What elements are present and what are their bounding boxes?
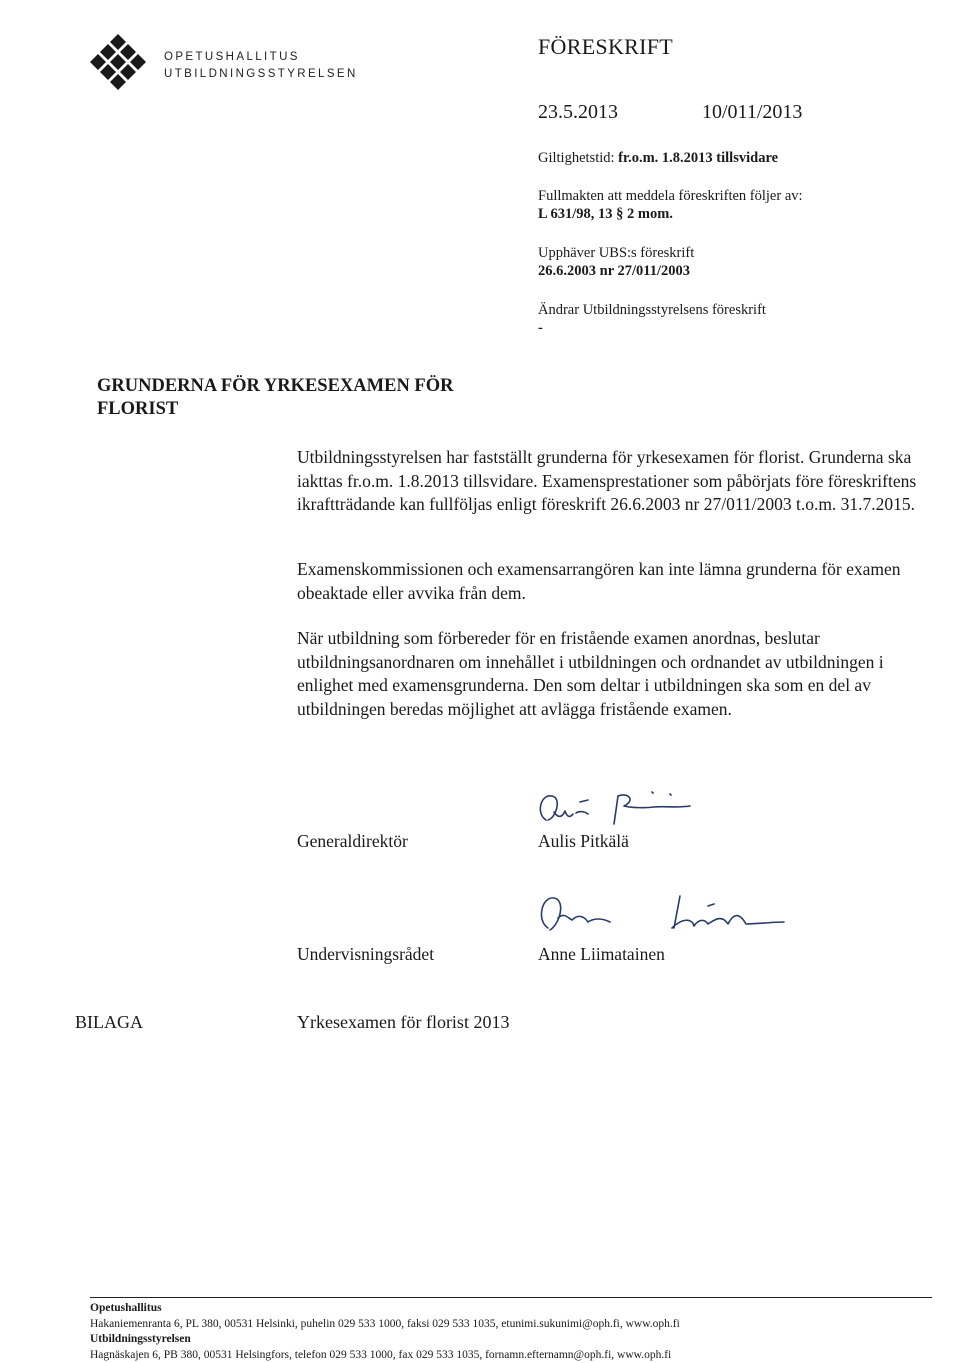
- paragraph-text: När utbildning som förbereder för en fristående examen anordnas, beslutar utbildningsanordnaren om innehållet i utbildningen och ordnandet av utbildningen i enlighet med examensgrunderna. Den som deltar i utbildningen ska som en del av utbildningen beredas möjlighet att avlägga fristående examen.: [297, 628, 884, 719]
- page-title: [97, 375, 537, 421]
- body-paragraph-2: [297, 558, 927, 605]
- org-name: [164, 49, 358, 83]
- authority-value: L 631/98, 13 § 2 mom.: [538, 206, 673, 222]
- doc-date: 23.5.2013: [538, 101, 618, 123]
- signature-2-role: Undervisningsrådet: [297, 944, 435, 964]
- footer-divider: [90, 1297, 932, 1298]
- footer: [90, 1301, 680, 1363]
- signature-2-icon: [532, 888, 792, 942]
- footer-address-finnish: Hakaniemenranta 6, PL 380, 00531 Helsinki, puhelin 029 533 1000, faksi 029 533 1035, etunimi.sukunimi@oph.fi, www.oph.fi: [90, 1317, 680, 1330]
- page-title-line-1: GRUNDERNA FÖR YRKESEXAMEN FÖR: [97, 376, 454, 396]
- footer-org-swedish: Utbildningsstyrelsen: [90, 1333, 191, 1345]
- validity: [538, 149, 778, 167]
- logo-icon: [88, 32, 158, 96]
- amends: [538, 301, 766, 337]
- amends-value: -: [538, 320, 543, 336]
- signature-1-icon: [532, 784, 702, 832]
- signature-1-role: Generaldirektör: [297, 831, 408, 851]
- amends-label: Ändrar Utbildningsstyrelsens föreskrift: [538, 302, 766, 318]
- paragraph-text: Utbildningsstyrelsen har fastställt grunderna för yrkesexamen för florist. Grunderna ska iakttas fr.o.m. 1.8.2013 tillsvidare. Examensprestationer som påbörjats före föreskriftens ikraftträdande kan fullföljas enligt föreskrift 26.6.2003 nr 27/011/2003 t.o.m. 31.7.2015.: [297, 447, 917, 514]
- doc-type: FÖRESKRIFT: [538, 34, 674, 59]
- authority: [538, 187, 803, 223]
- page-title-line-2: FLORIST: [97, 399, 179, 419]
- org-name-swedish: UTBILDNINGSSTYRELSEN: [164, 68, 358, 80]
- doc-number: 10/011/2013: [702, 101, 803, 123]
- validity-value: fr.o.m. 1.8.2013 tillsvidare: [618, 150, 779, 166]
- repeals-label: Upphäver UBS:s föreskrift: [538, 245, 695, 261]
- authority-label: Fullmakten att meddela föreskriften följer av:: [538, 188, 803, 204]
- body-paragraph-3: [297, 627, 927, 721]
- body-paragraph-1: [297, 446, 927, 517]
- validity-label: Giltighetstid:: [538, 150, 619, 166]
- appendix-title: Yrkesexamen för florist 2013: [297, 1012, 510, 1032]
- footer-address-swedish: Hagnäskajen 6, PB 380, 00531 Helsingfors, telefon 029 533 1000, fax 029 533 1035, fornamn.efternamn@oph.fi, www.oph.fi: [90, 1348, 672, 1361]
- signature-1-name: Aulis Pitkälä: [538, 831, 629, 851]
- appendix-label: BILAGA: [75, 1012, 143, 1032]
- paragraph-text: Examenskommissionen och examensarrangören kan inte lämna grunderna för examen obeaktade eller avvika från dem.: [297, 559, 901, 603]
- org-name-finnish: OPETUSHALLITUS: [164, 51, 300, 63]
- repeals: [538, 244, 694, 280]
- footer-org-finnish: Opetushallitus: [90, 1302, 162, 1314]
- repeals-value: 26.6.2003 nr 27/011/2003: [538, 263, 690, 279]
- signature-2-name: Anne Liimatainen: [538, 944, 665, 964]
